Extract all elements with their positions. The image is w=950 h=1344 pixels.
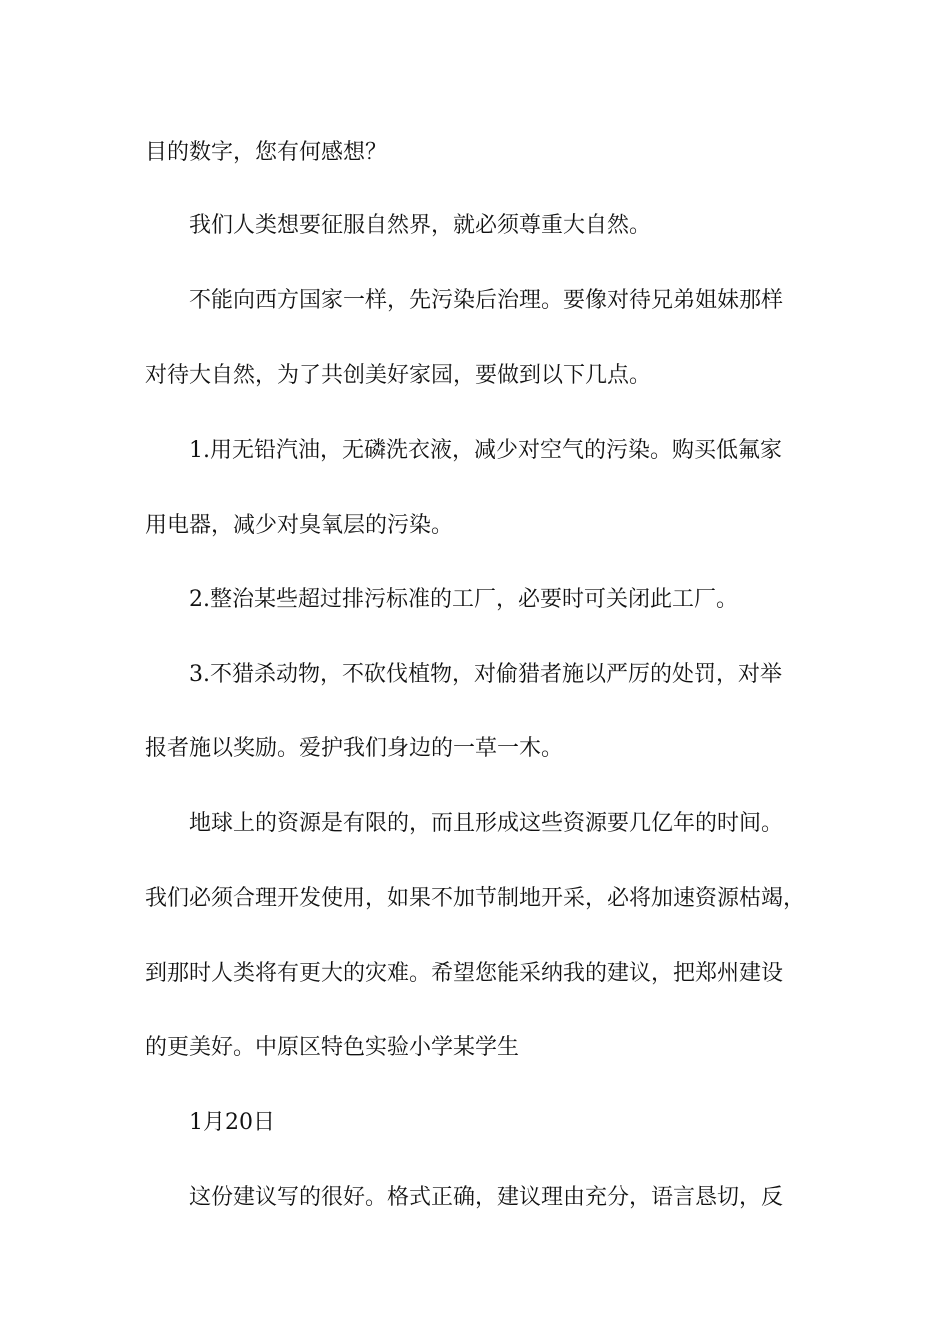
text-line-1: 目的数字，您有何感想？ <box>145 140 388 165</box>
text-line-12: 到那时人类将有更大的灾难。希望您能采纳我的建议，把郑州建设 <box>145 961 784 986</box>
text-line-11: 我们必须合理开发使用，如果不加节制地开采，必将加速资源枯竭， <box>145 886 806 911</box>
text-line-5: 1.用无铅汽油，无磷洗衣液，减少对空气的污染。购买低氟家 <box>189 438 782 463</box>
text-line-2: 我们人类想要征服自然界，就必须尊重大自然。 <box>189 213 652 238</box>
text-line-3: 不能向西方国家一样，先污染后治理。要像对待兄弟姐妹那样 <box>189 288 784 313</box>
date-line: 1月20日 <box>189 1110 275 1135</box>
text-line-4: 对待大自然，为了共创美好家园，要做到以下几点。 <box>145 363 652 388</box>
text-line-10: 地球上的资源是有限的，而且形成这些资源要几亿年的时间。 <box>189 811 784 836</box>
text-line-9: 报者施以奖励。爱护我们身边的一草一木。 <box>145 736 564 761</box>
text-line-8: 3.不猎杀动物，不砍伐植物，对偷猎者施以严厉的处罚，对举 <box>189 662 782 687</box>
text-line-6: 用电器，减少对臭氧层的污染。 <box>145 513 454 538</box>
text-line-15: 这份建议写的很好。格式正确，建议理由充分，语言恳切，反 <box>189 1185 784 1210</box>
text-line-13: 的更美好。中原区特色实验小学某学生 <box>145 1035 520 1060</box>
text-line-7: 2.整治某些超过排污标准的工厂，必要时可关闭此工厂。 <box>189 587 738 612</box>
